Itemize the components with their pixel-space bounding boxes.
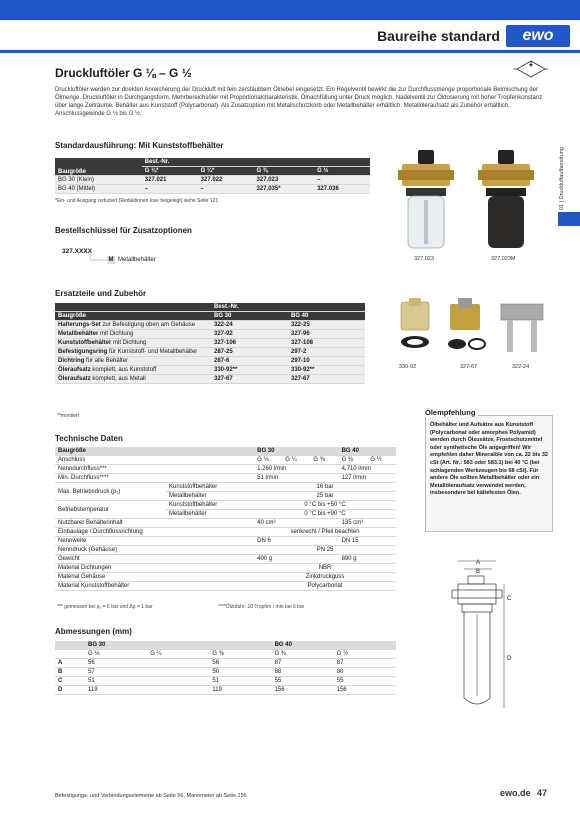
table-row: [55, 555, 396, 564]
order-cell: 330-92**: [211, 366, 288, 375]
sub-label: Kunststoffbehälter: [166, 501, 254, 510]
order-cell: 327-92: [211, 330, 288, 339]
value: 57: [85, 668, 147, 677]
value: 40 cm³: [254, 519, 338, 528]
table-row: [55, 339, 365, 348]
dim-label: D: [507, 656, 512, 662]
part-desc: mit Dichtung: [111, 340, 147, 346]
standard-note: *Ein- und Ausgang reduziert (Reduktionen lose beigelegt) siehe Seite 121: [55, 198, 219, 204]
col-size: Baugröße: [55, 447, 254, 456]
accessory-caption: 327-67: [460, 364, 478, 370]
chapter-tab: [558, 212, 580, 226]
table-row: [55, 650, 396, 659]
table-row: [55, 456, 396, 465]
value: 56: [85, 659, 147, 668]
option-letter-box: M: [108, 257, 114, 263]
order-cell: 297-2: [288, 348, 365, 357]
col-size: Baugröße: [55, 312, 211, 321]
row-label: Min. Durchfluss****: [55, 474, 254, 483]
standard-table: [55, 158, 370, 194]
thread: G ⅜: [254, 167, 315, 176]
order-cell: 287-25: [211, 348, 288, 357]
thread: G ½: [367, 456, 396, 465]
value: Polycarbonat: [254, 582, 396, 591]
value: 119: [209, 686, 271, 695]
thread: G ¼: [282, 456, 310, 465]
order-cell: 327-67: [288, 375, 365, 384]
spares-table: [55, 303, 365, 384]
ewo-logo: ewo: [506, 25, 570, 47]
order-cell: 330-92**: [288, 366, 365, 375]
part-desc: mit Dichtung: [98, 331, 134, 337]
top-brand-bar: [0, 0, 580, 20]
order-cell: 327.022: [198, 176, 254, 185]
oil-text: Ölbehälter und Aufsätze aus Kunststoff (Polycarbonat oder amorphes Polyamid) werden durch Ölzusätze, Frostschutzmittel oder synthetische Öle angegriffen! Wir empfehlen daher Mineralöle von ca. 22 bis 32 cSt (Art. Nr.: 583 oder 583.1) bei 40 °C (bei schlagenden Werkzeugen bis 68 cSt). Für andere Öle sollten Metallbehälter oder ein Metallöleraufsatz verwendet werden, insbesondere bei kältefesten Ölen.: [430, 422, 548, 497]
dim-key: C: [55, 677, 85, 686]
value: 80: [334, 668, 396, 677]
table-row: [55, 465, 396, 474]
order-cell: 327.035*: [254, 185, 315, 194]
thread: G ⅜: [310, 456, 338, 465]
value: 25 bar: [254, 492, 396, 501]
value: 135 cm³: [339, 519, 396, 528]
part-name: Öleraufsatz: [58, 367, 91, 373]
page-number: 47: [537, 788, 548, 798]
value: Zinkdruckguss: [254, 573, 396, 582]
spares-heading: Ersatzteile und Zubehör: [55, 289, 147, 298]
row-label: Nenndruck (Gehäuse): [55, 546, 254, 555]
product-caption: 327.023M: [491, 256, 516, 262]
part-name: Öleraufsatz: [58, 376, 91, 382]
table-row: [55, 686, 396, 695]
col-order: Best.-Nr.: [211, 303, 365, 312]
accessory-image-plastic-top: [395, 298, 435, 360]
table-row: [55, 375, 365, 384]
page-header: [0, 20, 580, 50]
lubricator-symbol-icon: [514, 58, 548, 80]
row-label: Material Gehäuse: [55, 573, 254, 582]
value: DN 15: [339, 537, 396, 546]
tech-note-1: *** gemessen bei p₁ = 6 bar und Δp = 1 bar: [57, 604, 153, 610]
thread: G ⅜: [339, 456, 368, 465]
standard-heading: Standardausführung: Mit Kunststoffbehälter: [55, 141, 224, 150]
value: 156: [334, 686, 396, 695]
value: 55: [272, 677, 334, 686]
size-cell: BG 40 (Mittel): [55, 185, 142, 194]
order-cell: 322-24: [211, 321, 288, 330]
table-row: [55, 519, 396, 528]
thread: G ¼*: [198, 167, 254, 176]
row-label: Max. Betriebsdruck (p₁): [55, 483, 166, 501]
table-row: [55, 483, 396, 492]
part-desc: komplett, aus Kunststoff: [90, 367, 157, 373]
value: 127 l/min: [339, 474, 396, 483]
thread: G ½: [314, 167, 370, 176]
value: [147, 668, 209, 677]
table-row: [55, 474, 396, 483]
thread: G ⅜: [272, 650, 334, 659]
row-label: Anschluss: [55, 456, 254, 465]
series-title: Baureihe standard: [377, 28, 500, 44]
part-desc: komplett, aus Metall: [90, 376, 146, 382]
footer-url[interactable]: ewo.de: [500, 788, 531, 798]
header-rule: [0, 50, 580, 53]
value: 0 °C bis +50 °C: [254, 501, 396, 510]
value: 87: [272, 659, 334, 668]
part-name: Befestigungsring: [58, 349, 108, 355]
tech-note-2: ****Ölzufuhr: 10 Tropfen / min bei 6 bar: [218, 604, 305, 610]
tech-heading: Technische Daten: [55, 434, 123, 443]
col-order: Best.-Nr.: [142, 158, 370, 167]
value: 119: [85, 686, 147, 695]
thread: G ⅛: [85, 650, 147, 659]
table-row: [55, 330, 365, 339]
col-bg40: BG 40: [272, 641, 396, 650]
size-cell: BG 30 (Klein): [55, 176, 142, 185]
table-row: [55, 659, 396, 668]
value: 1.260 l/min: [254, 465, 338, 474]
part-desc: zur Befestigung oben am Gehäuse: [100, 322, 196, 328]
value: 4.710 l/min: [339, 465, 396, 474]
dim-label: A: [476, 560, 481, 566]
part-name: Kunststoffbehälter: [58, 340, 112, 346]
thread: G ¼: [147, 650, 209, 659]
table-row: [55, 185, 370, 194]
table-row: [55, 668, 396, 677]
thread: G ⅛: [254, 456, 282, 465]
sub-label: Kunststoffbehälter: [166, 483, 254, 492]
row-label: Material Kunststoffbehälter: [55, 582, 254, 591]
spares-note: **montiert: [57, 413, 79, 419]
sub-label: Metallbehälter: [166, 510, 254, 519]
part-name: Metallbehälter: [58, 331, 99, 337]
dim-label: C: [507, 596, 512, 602]
table-row: [55, 348, 365, 357]
col-size: Baugröße: [55, 158, 142, 176]
table-row: [55, 537, 396, 546]
table-row: [55, 357, 365, 366]
value: 88: [272, 668, 334, 677]
value: 55: [334, 677, 396, 686]
value: 51: [85, 677, 147, 686]
sub-label: Metallbehälter: [166, 492, 254, 501]
dims-heading: Abmessungen (mm): [55, 627, 132, 636]
table-row: [55, 564, 396, 573]
table-row: [55, 366, 365, 375]
col-bg30: BG 30: [85, 641, 272, 650]
value: 50: [209, 668, 271, 677]
accessory-caption: 330-92: [399, 364, 417, 370]
order-cell: 327-67: [211, 375, 288, 384]
value: [147, 677, 209, 686]
order-cell: 327-106: [211, 339, 288, 348]
part-name: Halterungs-Set: [58, 322, 101, 328]
order-code: 327.XXXX: [62, 248, 92, 255]
value: 51 l/min: [254, 474, 338, 483]
row-label: Nennweite: [55, 537, 254, 546]
value: 890 g: [339, 555, 396, 564]
col-bg40: BG 40: [288, 312, 365, 321]
row-label: Betriebstemperatur: [55, 501, 166, 519]
table-row: [55, 573, 396, 582]
order-cell: 322-25: [288, 321, 365, 330]
tech-table: [55, 447, 396, 591]
oil-title: Ölempfehlung: [425, 408, 478, 417]
order-cell: –: [142, 185, 198, 194]
dim-label: B: [476, 569, 481, 575]
col-bg30: BG 30: [211, 312, 288, 321]
value: [147, 686, 209, 695]
value: 400 g: [254, 555, 338, 564]
product-image-metal-bowl: [478, 150, 536, 255]
col-bg40: BG 40: [339, 447, 396, 456]
table-row: [55, 546, 396, 555]
value: 16 bar: [254, 483, 396, 492]
dim-key: A: [55, 659, 85, 668]
dim-key: D: [55, 686, 85, 695]
table-row: [55, 501, 396, 510]
part-desc: für Kunststoff- und Metallbehälter: [107, 349, 198, 355]
part-name: Dichtring: [58, 358, 85, 364]
value: 87: [334, 659, 396, 668]
row-label: Material Dichtungen: [55, 564, 254, 573]
value: [147, 659, 209, 668]
row-label: Nenndurchfluss***: [55, 465, 254, 474]
accessory-caption: 322-24: [512, 364, 530, 370]
order-cell: 327-96: [288, 330, 365, 339]
table-row: [55, 582, 396, 591]
oil-recommendation-box: [425, 408, 553, 532]
dims-table: [55, 641, 396, 695]
part-desc: für alle Behälter: [84, 358, 129, 364]
table-row: [55, 176, 370, 185]
dim-key: B: [55, 668, 85, 677]
dimension-drawing: [440, 558, 520, 723]
row-label: Gewicht: [55, 555, 254, 564]
order-cell: 327.021: [142, 176, 198, 185]
accessory-image-metal-top: [440, 298, 490, 360]
page-title: Druckluftöler G ⅛ – G ½: [55, 66, 192, 80]
col-bg30: BG 30: [254, 447, 338, 456]
table-row: [55, 677, 396, 686]
key-heading: Bestellschlüssel für Zusatzoptionen: [55, 226, 192, 235]
table-row: [55, 321, 365, 330]
option-label: Metallbehälter: [118, 257, 156, 263]
value: 51: [209, 677, 271, 686]
order-cell: 287-6: [211, 357, 288, 366]
order-cell: –: [314, 176, 370, 185]
value: DN 6: [254, 537, 338, 546]
thread: G ⅜: [209, 650, 271, 659]
order-cell: 327.023: [254, 176, 315, 185]
row-label: Nutzbarer Behälterinhalt: [55, 519, 254, 528]
value: 0 °C bis +90 °C: [254, 510, 396, 519]
accessory-image-bracket: [497, 298, 547, 360]
thread: G ½: [334, 650, 396, 659]
product-caption: 327.023: [414, 256, 434, 262]
order-cell: 327-108: [288, 339, 365, 348]
value: senkrecht / Pfeil beachten: [254, 528, 396, 537]
value: 156: [272, 686, 334, 695]
order-cell: 327.036: [314, 185, 370, 194]
table-row: [55, 528, 396, 537]
value: 56: [209, 659, 271, 668]
thread: G ⅛*: [142, 167, 198, 176]
order-cell: –: [198, 185, 254, 194]
value: NBR: [254, 564, 396, 573]
product-image-plastic-bowl: [398, 150, 456, 255]
chapter-label: 01 | Druckluftaufbereitung: [559, 147, 565, 210]
row-label: Einbaulage / Durchflussrichtung: [55, 528, 254, 537]
footer-note: Befestigungs- und Verbindungselemente ab Seite 56, Manometer ab Seite 156: [55, 793, 247, 799]
intro-paragraph: Druckluftöler werden zur direkten Anreicherung der Druckluft mit fein zerstäubtem Ölnebel eingesetzt. Ein Regelventil bewirkt die zur Durchflussmenge proportionale Beimischung der Ölmenge. Druckluftöler in Durchgangsform. Mehrbereichsöler mit Proportionalcharakteristik. Ölnachfüllung unter Druck möglich. Nadelventil zur Öldosierung mit hoher Tropfenkonstanz über lange Zeiträume. Behälter aus Kunststoff (Polycarbonat). Als Zusatzoption mit Metallschutzkorb oder Metallbehälter erhältlich. Metallöleraufsatz als Zubehör erhältlich. Anschlussgewinde G ⅛ bis G ½.: [55, 87, 543, 117]
value: PN 25: [254, 546, 396, 555]
order-cell: 297-10: [288, 357, 365, 366]
